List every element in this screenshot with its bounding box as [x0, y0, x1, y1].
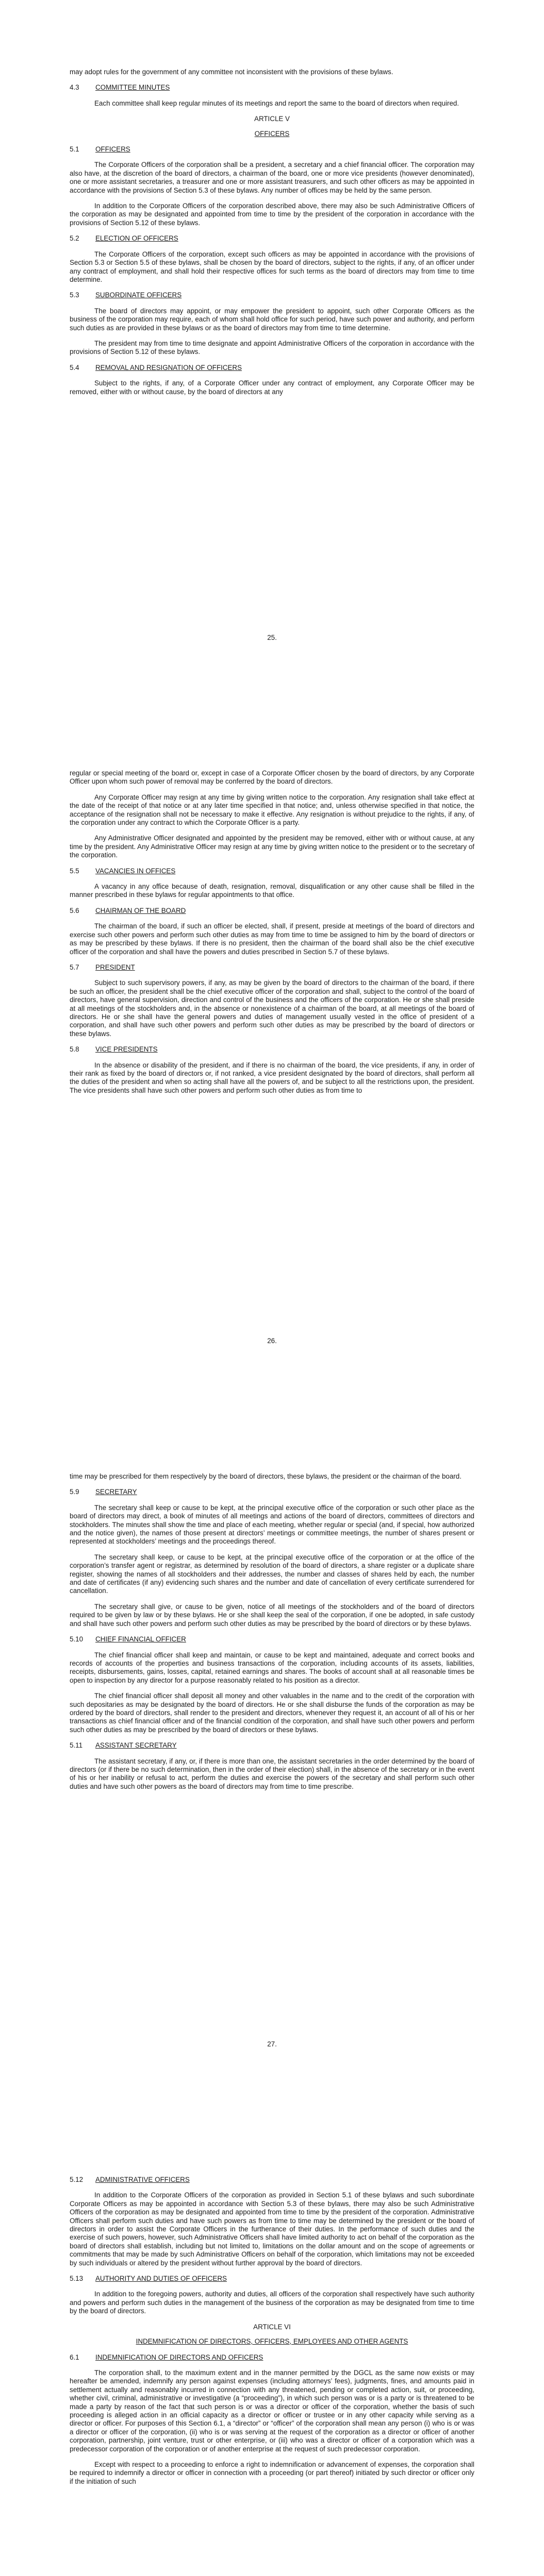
section-number: 5.7	[70, 963, 79, 971]
section-number: 5.9	[70, 1488, 79, 1496]
section-number: 5.6	[70, 906, 79, 914]
article-title: OFFICERS	[254, 129, 290, 138]
section-heading	[70, 1741, 474, 1750]
paragraph: The chairman of the board, if such an officer be elected, shall, if present, preside at meetings of the board of directors and exercise such other powers and perform such other duties as may from time to time be assigned to him by the board of directors or as may be prescribed by these bylaws. If there is no president, then the chairman of the board shall also be the chief executive officer of the corporation and shall have the powers and duties prescribed in Section 5.7 of these bylaws.	[70, 922, 474, 956]
section-heading	[70, 2275, 474, 2283]
section-heading	[70, 2353, 474, 2362]
section-number: 5.8	[70, 1045, 79, 1054]
paragraph: In addition to the Corporate Officers of the corporation as provided in Section 5.1 of these bylaws and such subordinate Corporate Officers as may be appointed in accordance with Section 5.3 of these bylaws, there may also be such Administrative Officers of the corporation as may be designated and appointed from time to time by the president of the corporation. Administrative Officers shall perform such duties and have such powers as from time to time may be determined by the president or the board of directors in order to assist the Corporate Officers in the furtherance of their duties. In the performance of such duties and the exercise of such powers, however, such Administrative Officers shall have limited authority to act on behalf of the corporation as the board of directors shall establish, including but not limited to, limitations on the dollar amount and on the scope of agreements or commitments that may be made by such Administrative Officers on behalf of the corporation, which limitations may not be exceeded by such individuals or altered by the president without further approval by the board of directors.	[70, 2191, 474, 2267]
section-heading	[70, 907, 474, 915]
section-number: 5.2	[70, 234, 79, 243]
section-title: REMOVAL AND RESIGNATION OF OFFICERS	[95, 363, 242, 371]
article-label: ARTICLE V	[254, 115, 290, 123]
document-page	[0, 703, 544, 1406]
paragraph: In addition to the Corporate Officers of the corporation described above, there may also be such Administrative Officers of the corporation as may be designated and appointed from time to time by the president of the corporation in accordance with the provisions of Section 5.12 of these bylaws.	[70, 202, 474, 227]
section-title: PRESIDENT	[95, 963, 135, 971]
section-heading	[70, 1488, 474, 1496]
paragraph: The corporation shall, to the maximum extent and in the manner permitted by the DGCL as the same now exists or may hereafter be amended, indemnify any person against expenses (including attorneys’ fees), judgments, fines, and amounts paid in settlement actually and reasonably incurred in connection with any threatened, pending or completed action, suit, or proceeding, whether civil, criminal, administrative or investigative (a “proceeding”), in which such person was or is a party or is threatened to be made a party by reason of the fact that such person is or was a director or officer of the corporation, whether the basis of such proceeding is alleged action in an official capacity as a director or officer or trustee or in any other capacity while serving as a director or officer. For purposes of this Section 6.1, a “director” or “officer” of the corporation shall mean any person (i) who is or was a director or officer of the corporation, (ii) who is or was serving at the request of the corporation as a director or officer of another corporation, partnership, joint venture, trust or other enterprise, or (iii) who was a director or officer of a corporation which was a predecessor corporation of the corporation or of another enterprise at the request of such predecessor corporation.	[70, 2368, 474, 2453]
paragraph: The secretary shall keep, or cause to be kept, at the principal executive office of the corporation or at the office of the corporation’s transfer agent or registrar, as determined by resolution of the board of directors, a share register or a duplicate share register, showing the names of all stockholders and their addresses, the number and classes of shares held by each, the number and date of certificates (if any) evidencing such shares and the number and date of cancellation of every certificate surrendered for cancellation.	[70, 1553, 474, 1595]
section-title: VICE PRESIDENTS	[95, 1045, 158, 1054]
section-heading	[70, 364, 474, 372]
paragraph: The assistant secretary, if any, or, if there is more than one, the assistant secretaries in the order determined by the board of directors (or if there be no such determination, then in the order of their election) shall, in the absence of the secretary or in the event of his or her inability or refusal to act, perform the duties and exercise the powers of the secretary and shall perform such other duties and have such other powers as the board of directors may from time to time prescribe.	[70, 1757, 474, 1790]
paragraph: Subject to such supervisory powers, if any, as may be given by the board of directors to the chairman of the board, if there be such an officer, the president shall be the chief executive officer of the corporation and shall, subject to the control of the board of directors, have general supervision, direction and control of the business and the officers of the corporation. He or she shall preside at all meetings of the stockholders and, in the absence or nonexistence of a chairman of the board, at all meetings of the board of directors. He or she shall have the general powers and duties of management usually vested in the office of president of a corporation, and shall have such other powers and perform such other duties as may be prescribed by the board of directors or these bylaws.	[70, 979, 474, 1038]
paragraph: The Corporate Officers of the corporation shall be a president, a secretary and a chief financial officer. The corporation may also have, at the discretion of the board of directors, a chairman of the board, one or more vice presidents (however denominated), one or more assistant secretaries, a treasurer and one or more assistant treasurers, and such other officers as may be appointed in accordance with the provisions of Section 5.3 of these bylaws. Any number of offices may be held by the same person.	[70, 161, 474, 194]
paragraph: regular or special meeting of the board or, except in case of a Corporate Officer chosen by the board of directors, by any Corporate Officer upon whom such power of removal may be conferred by the board of directors.	[70, 769, 474, 786]
document-page	[0, 1406, 544, 2110]
paragraph: In the absence or disability of the president, and if there is no chairman of the board, the vice presidents, if any, in order of their rank as fixed by the board of directors or, if not ranked, a vice president designated by the board of directors, shall perform all the duties of the president and when so acting shall have all the powers of, and be subject to all the restrictions upon, the president. The vice presidents shall have such other powers and perform such other duties as from time to	[70, 1061, 474, 1094]
paragraph: time may be prescribed for them respectively by the board of directors, these bylaws, the president or the chairman of the board.	[70, 1472, 461, 1480]
section-title: CHAIRMAN OF THE BOARD	[95, 906, 186, 914]
document-page	[0, 0, 544, 703]
article-label: ARTICLE VI	[253, 2323, 291, 2331]
section-title: COMMITTEE MINUTES	[95, 83, 170, 92]
section-heading	[70, 234, 474, 243]
section-number: 5.4	[70, 363, 79, 371]
paragraph: Any Administrative Officer designated and appointed by the president may be removed, either with or without cause, at any time by the president. Any Administrative Officer may resign at any time by giving written notice to the president or to the secretary of the corporation.	[70, 834, 474, 859]
paragraph: A vacancy in any office because of death, resignation, removal, disqualification or any other cause shall be filled in the manner prescribed in these bylaws for regular appointments to that office.	[70, 883, 474, 899]
paragraph: The chief financial officer shall keep and maintain, or cause to be kept and maintained, adequate and correct books and records of accounts of the properties and business transactions of the corporation, including accounts of its assets, liabilities, receipts, disbursements, gains, losses, capital, retained earnings and shares. The books of account shall at all reasonable times be open to inspection by any director for a purpose reasonably related to his position as a director.	[70, 1651, 474, 1684]
page-number: 25.	[267, 634, 277, 641]
paragraph: may adopt rules for the government of any committee not inconsistent with the provisions of these bylaws.	[70, 68, 393, 76]
paragraph: Each committee shall keep regular minutes of its meetings and report the same to the board of directors when required.	[94, 99, 459, 107]
section-title: CHIEF FINANCIAL OFFICER	[95, 1635, 186, 1643]
section-title: ASSISTANT SECRETARY	[95, 1741, 177, 1750]
paragraph: The president may from time to time designate and appoint Administrative Officers of the corporation in accordance with the provisions of Section 5.12 of these bylaws.	[70, 339, 474, 356]
section-number: 5.5	[70, 867, 79, 875]
section-title: AUTHORITY AND DUTIES OF OFFICERS	[95, 2275, 227, 2283]
section-title: OFFICERS	[95, 145, 130, 154]
section-heading	[70, 867, 474, 875]
page-number: 26.	[267, 1337, 277, 1345]
paragraph: The secretary shall give, or cause to be given, notice of all meetings of the stockholders and of the board of directors required to be given by law or by these bylaws. He or she shall keep the seal of the corporation, if one be adopted, in safe custody and shall have such other powers and perform such other duties as may be prescribed by the board of directors or by these bylaws.	[70, 1602, 474, 1628]
paragraph: The secretary shall keep or cause to be kept, at the principal executive office of the corporation or such other place as the board of directors may direct, a book of minutes of all meetings and actions of the board of directors, committees of directors and stockholders. The minutes shall show the time and place of each meeting, whether regular or special (and, if special, how authorized and the notice given), the names of those present at directors’ meetings or committee meetings, the number of shares present or represented at stockholders’ meetings and the proceedings thereof.	[70, 1503, 474, 1546]
paragraph: The chief financial officer shall deposit all money and other valuables in the name and to the credit of the corporation with such depositaries as may be designated by the board of directors. He or she shall disburse the funds of the corporation as may be ordered by the board of directors, shall render to the president and directors, whenever they request it, an account of all of his or her transactions as chief financial officer and of the financial condition of the corporation, and shall have such other powers and perform such other duties as may be prescribed by the board of directors or these bylaws.	[70, 1692, 474, 1734]
document-page	[0, 2110, 544, 2576]
section-heading	[70, 1635, 474, 1643]
section-number: 6.1	[70, 2353, 79, 2361]
section-heading	[70, 145, 474, 154]
section-number: 5.11	[70, 1741, 83, 1750]
paragraph: The board of directors may appoint, or may empower the president to appoint, such other Corporate Officers as the business of the corporation may require, each of whom shall hold office for such period, have such power and authority, and perform such duties as are provided in these bylaws or as the board of directors may from time to time determine.	[70, 307, 474, 332]
section-title: SUBORDINATE OFFICERS	[95, 291, 182, 299]
section-heading	[70, 963, 474, 972]
section-title: SECRETARY	[95, 1488, 137, 1496]
section-number: 4.3	[70, 83, 79, 92]
section-heading	[70, 83, 474, 92]
section-number: 5.1	[70, 145, 79, 154]
paragraph: Except with respect to a proceeding to enforce a right to indemnification or advancement of expenses, the corporation shall be required to indemnify a director or officer in connection with a proceeding (or part thereof) initiated by such director or officer only if the initiation of such	[70, 2460, 474, 2485]
section-number: 5.3	[70, 291, 79, 299]
section-heading	[70, 2176, 474, 2184]
paragraph: Any Corporate Officer may resign at any time by giving written notice to the corporation. Any resignation shall take effect at the date of the receipt of that notice or at any later time specified in that notice; and, unless otherwise specified in that notice, the acceptance of the resignation shall not be necessary to make it effective. Any resignation is without prejudice to the rights, if any, of the corporation under any contract to which the Corporate Officer is a party.	[70, 793, 474, 827]
section-number: 5.13	[70, 2275, 84, 2283]
section-title: VACANCIES IN OFFICES	[95, 867, 176, 875]
section-title: ELECTION OF OFFICERS	[95, 234, 178, 243]
section-heading	[70, 1045, 474, 1054]
section-number: 5.12	[70, 2176, 84, 2183]
paragraph: The Corporate Officers of the corporation, except such officers as may be appointed in accordance with the provisions of Section 5.3 or Section 5.5 of these bylaws, shall be chosen by the board of directors, subject to the rights, if any, of an officer under any contract of employment, and shall hold their respective offices for such terms as the board of directors may from time to time determine.	[70, 250, 474, 283]
section-title: INDEMNIFICATION OF DIRECTORS AND OFFICERS	[95, 2353, 263, 2361]
article-title: INDEMNIFICATION OF DIRECTORS, OFFICERS, EMPLOYEES AND OTHER AGENTS	[136, 2337, 408, 2346]
paragraph: Subject to the rights, if any, of a Corporate Officer under any contract of employment, any Corporate Officer may be removed, either with or without cause, by the board of directors at any	[70, 379, 474, 396]
section-heading	[70, 291, 474, 299]
section-title: ADMINISTRATIVE OFFICERS	[95, 2176, 190, 2183]
page-number: 27.	[267, 2040, 277, 2048]
section-number: 5.10	[70, 1635, 84, 1643]
paragraph: In addition to the foregoing powers, authority and duties, all officers of the corporation shall respectively have such authority and powers and perform such duties in the management of the business of the corporation as may be designated from time to time by the board of directors.	[70, 2290, 474, 2315]
